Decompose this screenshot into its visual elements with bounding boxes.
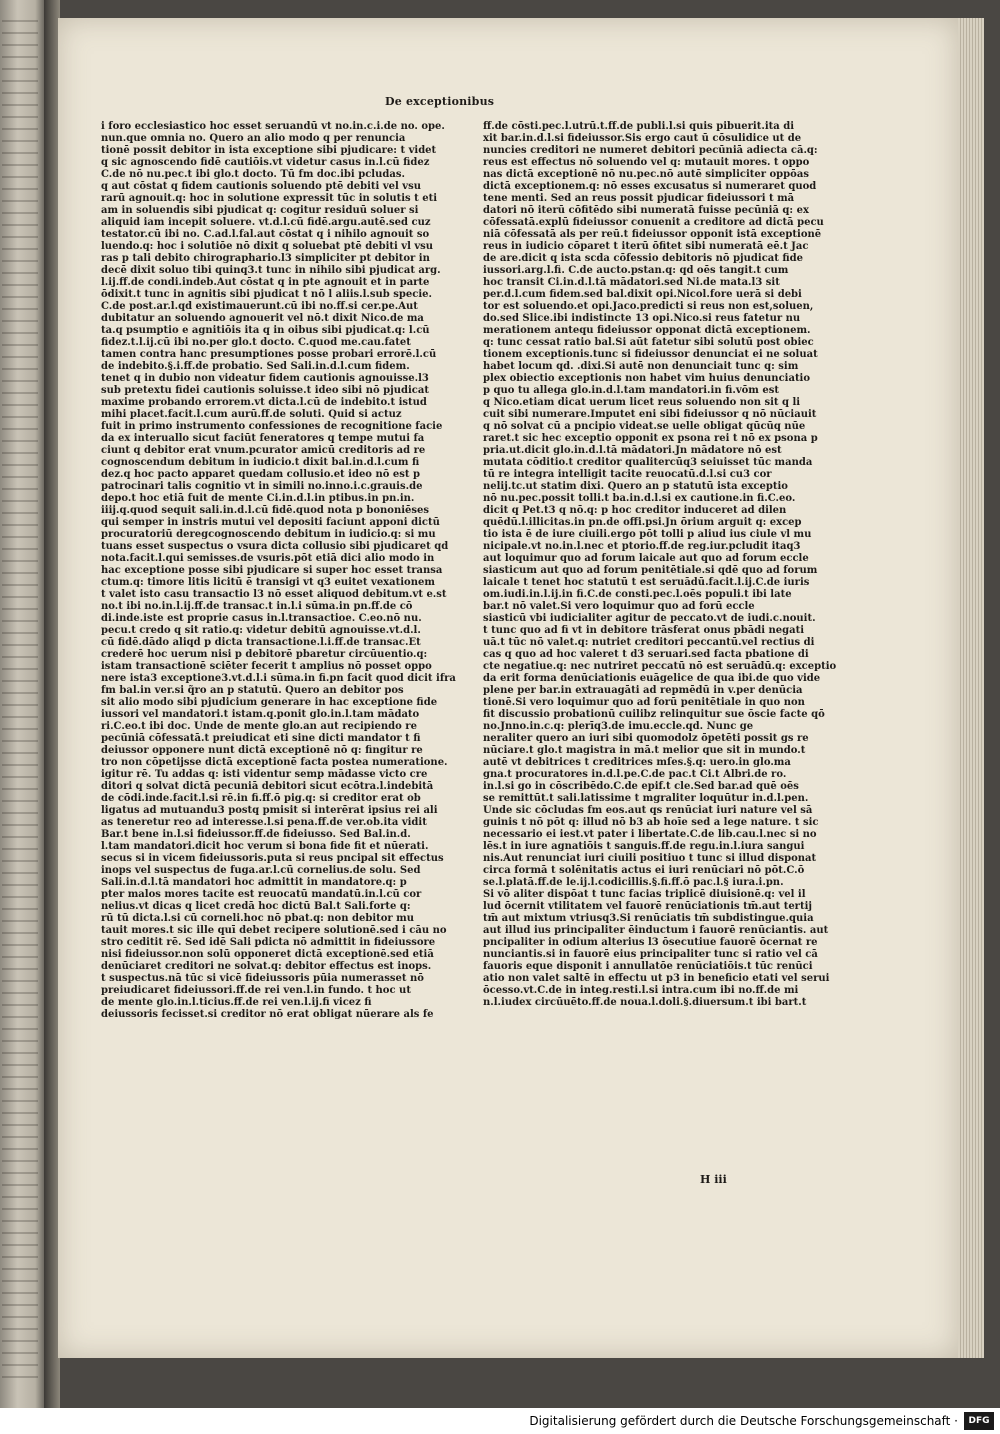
- text-line: lēs.t in iure agnatiōis t sanguis.ff.de regu.in.l.iura sangui: [483, 841, 805, 852]
- text-line: as teneretur reo ad interesse.l.si pena.ff.de ver.ob.ita vidit: [101, 817, 427, 828]
- text-line: preiudicaret fideiussori.ff.de rei ven.l.in fundo. t hoc ut: [101, 985, 411, 996]
- text-line: reus in iudicio cōparet t iterū ōfitet sibi numeratā eē.t Jac: [483, 241, 809, 252]
- text-line: neraliter quero an iuri sibi quomodolz ōpetēti possit gs re: [483, 733, 809, 744]
- text-line: ōcesso.vt.C.de in integ.resti.l.si intra.cum ibi no.ff.de mi: [483, 985, 799, 996]
- text-line: q aut cōstat q fidem cautionis soluendo ptē debiti vel vsu: [101, 181, 421, 192]
- text-line: fuit in primo instrumento confessiones de recognitione facie: [101, 421, 443, 432]
- text-line: tenet q in dubio non videatur fidem cautionis agnouisse.l3: [101, 373, 429, 384]
- text-line: merationem antequ fideiussor opponat dictā exceptionem.: [483, 325, 811, 336]
- text-line: t tunc quo ad fi vt in debitore trāsferat onus pbādi negati: [483, 625, 805, 636]
- text-line: de mente glo.in.l.ticius.ff.de rei ven.l.ij.fi vicez fi: [101, 997, 372, 1008]
- text-line: dictā exceptionem.q: nō esses excusatus si numeraret quod: [483, 181, 817, 192]
- text-line: testator.cū ibi no. C.ad.l.fal.aut cōstat q i nihilo agnouit so: [101, 229, 430, 240]
- text-line: qui semper in instris mutui vel depositi faciunt apponi dictū: [101, 517, 440, 528]
- text-line: om.iudi.in.l.ij.in fi.C.de consti.pec.l.oēs populi.t ibi late: [483, 589, 792, 600]
- text-line: nelij.tc.ut statim dixi. Quero an p statutū ista exceptio: [483, 481, 788, 492]
- signature-mark: H iii: [700, 1173, 727, 1186]
- right-text-column: [483, 121, 837, 1009]
- text-line: pncipaliter in odium alterius l3 ōsecutiue fauorē ōcernat re: [483, 937, 818, 948]
- text-line: lud ōcernit vtilitatem vel fauorē renūciationis tm̄.aut tertij: [483, 901, 812, 912]
- text-line: circa formā t solēnitatis actus ei iuri renūciari nō pōt.C.ō: [483, 865, 805, 876]
- text-line: tro non cōpetijsse dictā exceptionē facta postea numeratione.: [101, 757, 448, 768]
- text-line: tene menti. Sed an reus possit pjudicar fideiussori t mā: [483, 193, 795, 204]
- text-line: tionē possit debitor in ista exceptione sibi pjudicare: t videt: [101, 145, 437, 156]
- text-line: q Nico.etiam dicat uerum licet reus soluendo non sit q li: [483, 397, 801, 408]
- text-line: plex obiectio exceptionis non habet vim huius denunciatio: [483, 373, 811, 384]
- text-line: bar.t nō valet.Si vero loquimur quo ad forū eccle: [483, 601, 755, 612]
- text-line: l.tam mandatori.dicit hoc verum si bona fide fit et nūerati.: [101, 841, 429, 852]
- text-line: dez.q hoc pacto apparet quedam collusio.et ideo nō est p: [101, 469, 420, 480]
- text-line: Unde sic cōcludas fm eos.aut qs renūciat iuri nature vel sā: [483, 805, 813, 816]
- text-line: C.de post.ar.l.qd existimauerunt.cū ibi no.ff.si cer.pe.Aut: [101, 301, 418, 312]
- text-line: depo.t hoc etiā fuit de mente Ci.in.d.l.in ptibus.in pn.in.: [101, 493, 415, 504]
- text-line: aut illud ius principaliter ēinductum i fauorē renūciantis. aut: [483, 925, 829, 936]
- text-line: guinis t nō pōt q: illud nō b3 ab hoīe sed a lege nature. t sic: [483, 817, 819, 828]
- text-line: ras p tali debito chirographario.l3 simpliciter pt debitor in: [101, 253, 430, 264]
- text-line: cū fidē.dādo aliqd p dicta transactione.l.i.ff.de transac.Et: [101, 637, 421, 648]
- text-line: i foro ecclesiastico hoc esset seruandū vt no.in.c.i.de no. ope.: [101, 121, 445, 132]
- text-line: quēdū.l.illicitas.in pn.de offi.psi.Jn ōrium arguit q: excep: [483, 517, 802, 528]
- text-line: nisi fideiussor.non solū opponeret dictā exceptionē.sed etiā: [101, 949, 434, 960]
- text-line: reus est effectus nō soluendo vel q: mutauit mores. t oppo: [483, 157, 810, 168]
- page-edges: [958, 18, 984, 1358]
- facing-page-edge: [0, 0, 44, 1408]
- text-line: t valet isto casu transactio l3 nō esset aliquod debitum.vt e.st: [101, 589, 447, 600]
- text-line: tuans esset suspectus o vsura dicta collusio sibi pjudicaret qd: [101, 541, 449, 552]
- footer-credit: Digitalisierung gefördert durch die Deutsche Forschungsgemeinschaft ·: [529, 1414, 958, 1428]
- text-line: habet locum qd. .dixi.Si autē non denunciait tunc q: sim: [483, 361, 799, 372]
- text-line: C.de nō nu.pec.t ibi glo.t docto. Tū fm doc.ibi pcludas.: [101, 169, 405, 180]
- text-line: niā cōfessatā als per reū.t fideiussor opponit istā exceptionē: [483, 229, 822, 240]
- text-line: tauit mores.t sic ille quī debet recipere solutionē.sed i cāu no: [101, 925, 447, 936]
- text-line: Sali.in.d.l.tā mandatori hoc admittit in mandatore.q: p: [101, 877, 407, 888]
- text-line: nelius.vt dicas q licet credā hoc dictū Bal.t Sali.forte q:: [101, 901, 411, 912]
- facing-page-text-fragment: [2, 20, 38, 1380]
- text-line: tū re integra intelligit tacite reuocatū.d.l.si cu3 cor: [483, 469, 772, 480]
- text-line: de are.dicit q ista scda cōfessio debitoris nō pjudicat fide: [483, 253, 803, 264]
- text-line: Bar.t bene in.l.si fideiussor.ff.de fideiusso. Sed Bal.in.d.: [101, 829, 411, 840]
- text-line: istam transactionē sciēter fecerit t amplius nō posset oppo: [101, 661, 432, 672]
- text-line: raret.t sic hec exceptio opponit ex psona rei t nō ex psona p: [483, 433, 818, 444]
- text-line: dicit q Pet.t3 q nō.q: p hoc creditor induceret ad dilen: [483, 505, 787, 516]
- text-line: sit alio modo sibi pjudicium generare in hac exceptione fide: [101, 697, 438, 708]
- text-line: p quo tu allega glo.in.d.l.tam mandatori.in fi.vōm est: [483, 385, 779, 396]
- text-line: patrocinari talis cognitio vt in simili no.inno.i.c.grauis.de: [101, 481, 423, 492]
- text-line: ditori q solvat dictā pecuniā debitori sicut ecōtra.l.indebitā: [101, 781, 434, 792]
- text-line: nun.que omnia no. Quero an alio modo q per renuncia: [101, 133, 406, 144]
- text-line: de cōdi.inde.facit.l.si rē.in fi.ff.ō pig.q: si creditor erat ob: [101, 793, 421, 804]
- text-line: luendo.q: hoc i solutiōe nō dixit q soluebat ptē debiti vl vsu: [101, 241, 434, 252]
- text-line: laicale t tenet hoc statutū t est seruādū.facit.l.ij.C.de iuris: [483, 577, 810, 588]
- text-line: rarū agnouit.q: hoc in solutione expressit tūc in solutis t eti: [101, 193, 438, 204]
- text-line: ciunt q debitor erat vnum.pcurator amicū creditoris ad re: [101, 445, 426, 456]
- text-line: stro ceditit rē. Sed idē Sali pdicta nō admittit in fideiussore: [101, 937, 436, 948]
- text-line: dubitatur an soluendo agnouerit vel nō.t dixit Nico.de ma: [101, 313, 424, 324]
- text-line: se remittūt.t sali.latissime t mgraliter loquūtur in.d.l.pen.: [483, 793, 809, 804]
- text-line: cuit sibi numerare.Imputet eni sibi fideiussor q nō nūciauit: [483, 409, 817, 420]
- text-line: rū tū dicta.l.si cū corneli.hoc nō pbat.q: non debitor mu: [101, 913, 415, 924]
- text-line: cōfessatā.explū fideiussor conuenit a creditore ad dictā pecu: [483, 217, 824, 228]
- text-line: pter malos mores tacite est reuocatū mandatū.in.l.cū cor: [101, 889, 422, 900]
- text-line: iussori.arg.l.fi. C.de aucto.pstan.q: qd oēs tangit.t cum: [483, 265, 789, 276]
- text-line: maxime probando errorem.vt dicta.l.cū de indebito.t istud: [101, 397, 427, 408]
- text-line: tamen contra hanc presumptiones posse probari errorē.l.cū: [101, 349, 437, 360]
- text-line: decē dixit soluo tibi quinq3.t tunc in nihilo sibi pjudicat arg.: [101, 265, 441, 276]
- text-line: fauoris eque disponit i annullatōe renūciatiōis.t tūc renūci: [483, 961, 813, 972]
- text-line: ōdixit.t tunc in agnitis sibi pjudicat t nō l aliis.l.sub specie.: [101, 289, 432, 300]
- text-line: hoc transit Ci.in.d.l.tā mādatori.sed Ni.de mata.l3 sit: [483, 277, 780, 288]
- text-line: autē vt debitrices t creditrices mſes.§.q: uero.in glo.ma: [483, 757, 791, 768]
- dfg-logo-icon: DFG: [964, 1412, 994, 1430]
- text-line: ligatus ad mutuandu3 postq pmisit si interērat ipsius rei ali: [101, 805, 438, 816]
- text-line: q nō solvat cū a pncipio videat.se uelle obligat qūcūq nūe: [483, 421, 806, 432]
- text-line: Si vō aliter dispōat t tunc facias triplicē diuisionē.q: vel il: [483, 889, 806, 900]
- text-line: xit bar.in.d.l.si fideiussor.Sis ergo caut ū cōsulidice ut de: [483, 133, 802, 144]
- text-line: t suspectus.nā tūc si vicē fideiussoris pūia numerasset nō: [101, 973, 424, 984]
- text-line: ri.C.eo.t ibi doc. Unde de mente glo.an aut recipiendo re: [101, 721, 417, 732]
- text-line: datori nō iterū cōfitēdo sibi numeratā fuisse pecūniā q: ex: [483, 205, 809, 216]
- text-line: ctum.q: timore litis licitū ē transigi vt q3 euitet vexationem: [101, 577, 435, 588]
- text-line: mutata cōditio.t creditor qualitercūq3 seiuisset tūc manda: [483, 457, 813, 468]
- text-line: hac exceptione posse sibi pjudicare si super hoc esset transa: [101, 565, 443, 576]
- text-line: q sic agnoscendo fidē cautiōis.vt videtur casus in.l.cū fidez: [101, 157, 430, 168]
- text-line: l.ij.ff.de condi.indeb.Aut cōstat q in pte agnouit et in parte: [101, 277, 430, 288]
- text-line: sub pretextu fidei cautionis soluisse.t ideo sibi nō pjudicat: [101, 385, 429, 396]
- text-line: pecūniā cōfessatā.t preiudicat eti sine dicti mandator t fi: [101, 733, 421, 744]
- text-line: tionē.Si vero loquimur quo ad forū penitētiale in quo non: [483, 697, 805, 708]
- text-line: nota.facit.l.qui semisses.de vsuris.pōt etiā dici alio modo in: [101, 553, 435, 564]
- text-line: iiij.q.quod sequit sali.in.d.l.cū fidē.quod nota p bononiēses: [101, 505, 430, 516]
- text-line: deiussor opponere nunt dictā exceptionē nō q: fingitur re: [101, 745, 423, 756]
- text-line: necessario ei iest.vt pater i libertate.C.de lib.cau.l.nec si no: [483, 829, 817, 840]
- footer-bar: [0, 1408, 1000, 1434]
- text-line: crederē hoc uerum nisi p debitorē pbaretur circūuentio.q:: [101, 649, 428, 660]
- text-line: fidez.t.l.ij.cū ibi no.per glo.t docto. C.quod me.cau.fatet: [101, 337, 411, 348]
- text-line: da ex interuallo sicut faciūt feneratores q tempe mutui fa: [101, 433, 425, 444]
- text-line: nas dictā exceptionē nō nu.pec.nō autē simpliciter oppōas: [483, 169, 809, 180]
- text-line: nicipale.vt no.in.l.nec et ptorio.ff.de reg.iur.pcludit itaq3: [483, 541, 801, 552]
- text-line: pecu.t credo q sit ratio.q: videtur debitū agnouisse.vt.d.l.: [101, 625, 421, 636]
- left-text-column: [101, 121, 456, 1021]
- text-line: aut loquimur quo ad forum laicale aut quo ad forum eccle: [483, 553, 809, 564]
- text-line: cas q quo ad hoc valeret t d3 seruari.sed facta pbatione di: [483, 649, 809, 660]
- text-line: siasticū vbi iudicialiter agitur de peccato.vt de iudi.c.nouit.: [483, 613, 816, 624]
- text-line: nunciantis.si in fauorē eius principaliter tunc si ratio vel cā: [483, 949, 818, 960]
- text-line: siasticum aut quo ad forum penitētiale.si qdē quo ad forum: [483, 565, 818, 576]
- text-line: da erit forma denūciationis euāgelice de qua ibi.de quo vide: [483, 673, 821, 684]
- text-line: no.t ibi no.in.l.ij.ff.de transac.t in.l.i sūma.in pn.ff.de cō: [101, 601, 413, 612]
- text-line: aliquid iam incepit soluere. vt.d.l.cū fidē.argu.autē.sed cuz: [101, 217, 431, 228]
- text-line: tm̄ aut mixtum vtriusq3.Si renūciatis tm̄ subdistingue.quia: [483, 913, 814, 924]
- text-line: fit discussio probationū cuilibz relinquitur sue ōscie facte qō: [483, 709, 825, 720]
- text-line: deiussoris fecisset.si creditor nō erat obligat nūerare als fe: [101, 1009, 434, 1020]
- text-line: nūciare.t glo.t magistra in mā.t melior que sit in mundo.t: [483, 745, 806, 756]
- text-line: am in soluendis sibi pjudicat q: cogitur residuū soluer si: [101, 205, 419, 216]
- text-line: uā.t tūc nō valet.q: nutriet creditori peccantū.vel rectius di: [483, 637, 815, 648]
- text-line: tor est soluendo.et opi.Jaco.predicti si reus non est,soluen,: [483, 301, 814, 312]
- text-line: procuratoriū deregcognoscendo debitum in iudicio.q: si mu: [101, 529, 436, 540]
- text-line: plene per bar.in extrauagāti ad repmēdū in v.per denūcia: [483, 685, 803, 696]
- text-line: do.sed Slice.ibi indistincte 13 opi.Nico.si reus fatetur nu: [483, 313, 801, 324]
- text-line: nere ista3 exceptione3.vt.d.l.i sūma.in fi.pn facit quod dicit ifra: [101, 673, 456, 684]
- text-line: nis.Aut renunciat iuri ciuili positiuo t tunc si illud disponat: [483, 853, 817, 864]
- text-line: nō nu.pec.possit tolli.t ba.in.d.l.si ex cautione.in fi.C.eo.: [483, 493, 796, 504]
- text-line: cognoscendum debitum in iudicio.t dixit bal.in.d.l.cum fi: [101, 457, 420, 468]
- text-line: in.l.si go in cōscribēdo.C.de epif.t cle.Sed bar.ad quē oēs: [483, 781, 799, 792]
- text-line: de indebito.§.i.ff.de probatio. Sed Sali.in.d.l.cum fidem.: [101, 361, 410, 372]
- text-line: per.d.l.cum fidem.sed bal.dixit opi.Nicol.fore uerā si debi: [483, 289, 802, 300]
- text-line: ta.q psumptio e agnitiōis ita q in oibus sibi pjudicat.q: l.cū: [101, 325, 430, 336]
- text-line: gna.t procuratores in.d.l.pe.C.de pac.t Ci.t Albri.de ro.: [483, 769, 787, 780]
- text-line: inops vel suspectus de fuga.ar.l.cū cornelius.de solu. Sed: [101, 865, 421, 876]
- text-line: se.l.platā.ff.de le.ij.l.codicillis.§.fi.ff.ō pac.l.§ iura.i.pn.: [483, 877, 784, 888]
- text-line: di.inde.iste est proprie casus in.l.transactioe. C.eo.nō nu.: [101, 613, 422, 624]
- text-line: q: tunc cessat ratio bal.Si aūt fatetur sibi solutū post obiec: [483, 337, 814, 348]
- text-line: cte negatiue.q: nec nutriret peccatū nō est seruādū.q: exceptio: [483, 661, 837, 672]
- text-line: iussori vel mandatori.t istam.q.ponit glo.in.l.tam mādato: [101, 709, 420, 720]
- text-line: ff.de cōsti.pec.l.utrū.t.ff.de publi.l.si quis pibuerit.ita di: [483, 121, 795, 132]
- text-line: pria.ut.dicit glo.in.d.l.tā mādatori.Jn mādatore nō est: [483, 445, 782, 456]
- running-head: De exceptionibus: [385, 95, 495, 108]
- text-line: tio ista ē de iure ciuili.ergo pōt tolli p aliud ius ciule vl mu: [483, 529, 812, 540]
- text-line: nuncies creditori ne numeret debitori pecūniā adiecta cā.q:: [483, 145, 818, 156]
- text-line: denūciaret creditori ne solvat.q: debitor effectus est inops.: [101, 961, 432, 972]
- text-line: n.l.iudex circūuēto.ff.de noua.l.doli.§.diuersum.t ibi bart.t: [483, 997, 807, 1008]
- text-line: mihi placet.facit.l.cum aurū.ff.de soluti. Quid si actuz: [101, 409, 402, 420]
- text-line: igitur rē. Tu addas q: isti videntur semp mādasse victo cre: [101, 769, 428, 780]
- text-line: atio non valet saltē in effectu ut p3 in beneficio etati vel serui: [483, 973, 830, 984]
- text-line: tionem exceptionis.tunc si fideiussor denunciat ei ne soluat: [483, 349, 818, 360]
- text-line: secus si in vicem fideiussoris.puta si reus pncipal sit effectus: [101, 853, 444, 864]
- text-line: fm bal.in ver.si q̃ro an p statutū. Quero an debitor pos: [101, 685, 404, 696]
- text-line: no.Jnno.in.c.q: plerīq3.de imu.eccle.qd. Nunc ge: [483, 721, 754, 732]
